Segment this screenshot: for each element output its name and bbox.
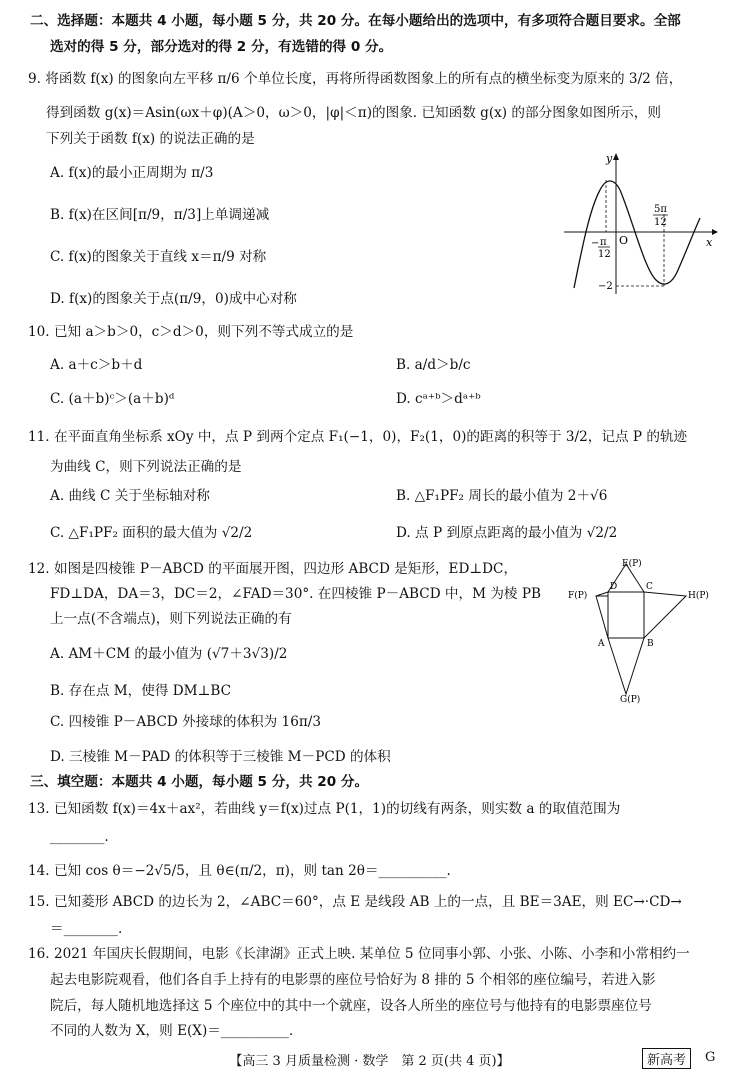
q15-line2: ＝________. [50, 921, 123, 937]
q11-option-b: B. △F₁PF₂ 周长的最小值为 2＋√6 [396, 488, 608, 504]
q9-stem-line1: 9. 将函数 f(x) 的图象向左平移 π/6 个单位长度，再将所得函数图象上的所有点的横坐标变为原来的 3/2 倍， [28, 71, 683, 87]
label-g: G(P) [620, 695, 641, 704]
q14-line1: 14. 已知 cos θ＝−2√5/5，且 θ∈(π/2，π)，则 tan 2θ＝__________. [28, 863, 451, 879]
q11-option-c: C. △F₁PF₂ 面积的最大值为 √2/2 [50, 525, 253, 541]
y-axis-label: y [606, 152, 613, 165]
q11-stem-line1: 11. 在平面直角坐标系 xOy 中，点 P 到两个定点 F₁(−1，0)，F₂(1，0)的距离的积等于 3/2，记点 P 的轨迹 [28, 429, 688, 445]
q10-option-a: A. a＋c＞b＋d [50, 357, 143, 373]
q13-line1: 13. 已知函数 f(x)＝4x＋ax²，若曲线 y＝f(x)过点 P(1，1)的切线有两条，则实数 a 的取值范围为 [28, 801, 621, 817]
label-f: F(P) [568, 591, 588, 601]
sine-curve [574, 181, 700, 288]
section-2-header-line1: 二、选择题：本题共 4 小题，每小题 5 分，共 20 分。在每小题给出的选项中，有多项符合题目要求。全部 [30, 13, 681, 29]
pyramid-net-figure [568, 558, 718, 704]
origin-label: O [619, 234, 629, 247]
tick-left-sign: − [591, 238, 600, 249]
tick-right-denominator: 12 [654, 217, 667, 228]
label-d: D [610, 582, 618, 592]
q16-line4: 不同的人数为 X，则 E(X)＝__________. [50, 1023, 294, 1039]
rectangle-abcd [608, 592, 644, 638]
tick-left-denominator: 12 [598, 249, 611, 260]
q12-stem-line2: FD⊥DA，DA＝3，DC＝2，∠FAD＝30°. 在四棱锥 P－ABCD 中，M 为棱 PB [50, 586, 541, 602]
label-a: A [598, 639, 605, 649]
label-c: C [646, 582, 653, 592]
q11-option-d: D. 点 P 到原点距离的最小值为 √2/2 [396, 525, 618, 541]
q10-option-b: B. a/d＞b/c [396, 357, 471, 373]
q9-stem-line3: 下列关于函数 f(x) 的说法正确的是 [46, 131, 255, 147]
label-b: B [647, 639, 654, 649]
q12-option-b: B. 存在点 M，使得 DM⊥BC [50, 683, 231, 699]
q16-line3: 院后，每人随机地选择这 5 个座位中的其中一个就座，设各人所坐的座位号与他持有的电影票座位号 [50, 998, 652, 1014]
footer-badge: 新高考 [642, 1048, 691, 1069]
q16-line1: 16. 2021 年国庆长假期间，电影《长津湖》正式上映. 某单位 5 位同事小郭、小张、小陈、小李和小常相约一 [28, 946, 690, 962]
q13-line2: ________. [50, 829, 109, 845]
q9-stem-line2: 得到函数 g(x)＝Asin(ωx＋φ)(A＞0，ω＞0，|φ|＜π)的图象. 已知函数 g(x) 的部分图象如图所示，则 [46, 105, 661, 121]
q11-option-a: A. 曲线 C 关于坐标轴对称 [50, 488, 210, 504]
label-h: H(P) [688, 591, 709, 601]
q10-option-d: D. cᵃ⁺ᵇ＞dᵃ⁺ᵇ [396, 391, 481, 407]
section-3-header: 三、填空题：本题共 4 小题，每小题 5 分，共 20 分。 [30, 774, 369, 790]
q15-line1: 15. 已知菱形 ABCD 的边长为 2，∠ABC＝60°，点 E 是线段 AB 上的一点，且 BE＝3AE，则 EC→·CD→ [28, 894, 682, 910]
q16-line2: 起去电影院观看，他们各自手上持有的电影票的座位号恰好为 8 排的 5 个相邻的座位编号，若进入影 [50, 972, 656, 988]
tick-right-numerator: 5π [654, 204, 667, 215]
triangle-f [596, 592, 608, 638]
x-axis-arrow [712, 229, 718, 235]
page-footer: 【高三 3 月质量检测 · 数学 第 2 页(共 4 页)】 [229, 1054, 510, 1069]
footer-tail: G [705, 1050, 716, 1065]
q9-option-c: C. f(x)的图象关于直线 x＝π/9 对称 [50, 249, 267, 265]
q9-option-b: B. f(x)在区间[π/9，π/3]上单调递减 [50, 207, 270, 223]
label-e: E(P) [622, 559, 642, 569]
q9-option-d: D. f(x)的图象关于点(π/9，0)成中心对称 [50, 291, 297, 307]
triangle-g [608, 638, 644, 694]
sine-graph-figure [560, 148, 720, 298]
q12-stem-line1: 12. 如图是四棱锥 P－ABCD 的平面展开图，四边形 ABCD 是矩形，ED⊥DC， [28, 561, 518, 577]
q10-stem: 10. 已知 a＞b＞0，c＞d＞0，则下列不等式成立的是 [28, 324, 354, 340]
q11-stem-line2: 为曲线 C，则下列说法正确的是 [50, 459, 242, 475]
x-axis-label: x [706, 236, 713, 249]
y-min-label: −2 [598, 281, 613, 292]
q12-stem-line3: 上一点(不含端点)，则下列说法正确的有 [50, 611, 292, 627]
q12-option-d: D. 三棱锥 M－PAD 的体积等于三棱锥 M－PCD 的体积 [50, 749, 391, 765]
q9-option-a: A. f(x)的最小正周期为 π/3 [50, 165, 214, 181]
y-axis-arrow [613, 153, 619, 160]
section-2-header-line2: 选对的得 5 分，部分选对的得 2 分，有选错的得 0 分。 [50, 39, 393, 55]
q12-option-a: A. AM＋CM 的最小值为 (√7＋3√3)/2 [50, 646, 288, 662]
tick-left-numerator: π [600, 237, 607, 248]
q12-option-c: C. 四棱锥 P－ABCD 外接球的体积为 16π/3 [50, 714, 322, 730]
q10-option-c: C. (a＋b)ᶜ＞(a＋b)ᵈ [50, 391, 175, 407]
triangle-h [644, 592, 686, 638]
